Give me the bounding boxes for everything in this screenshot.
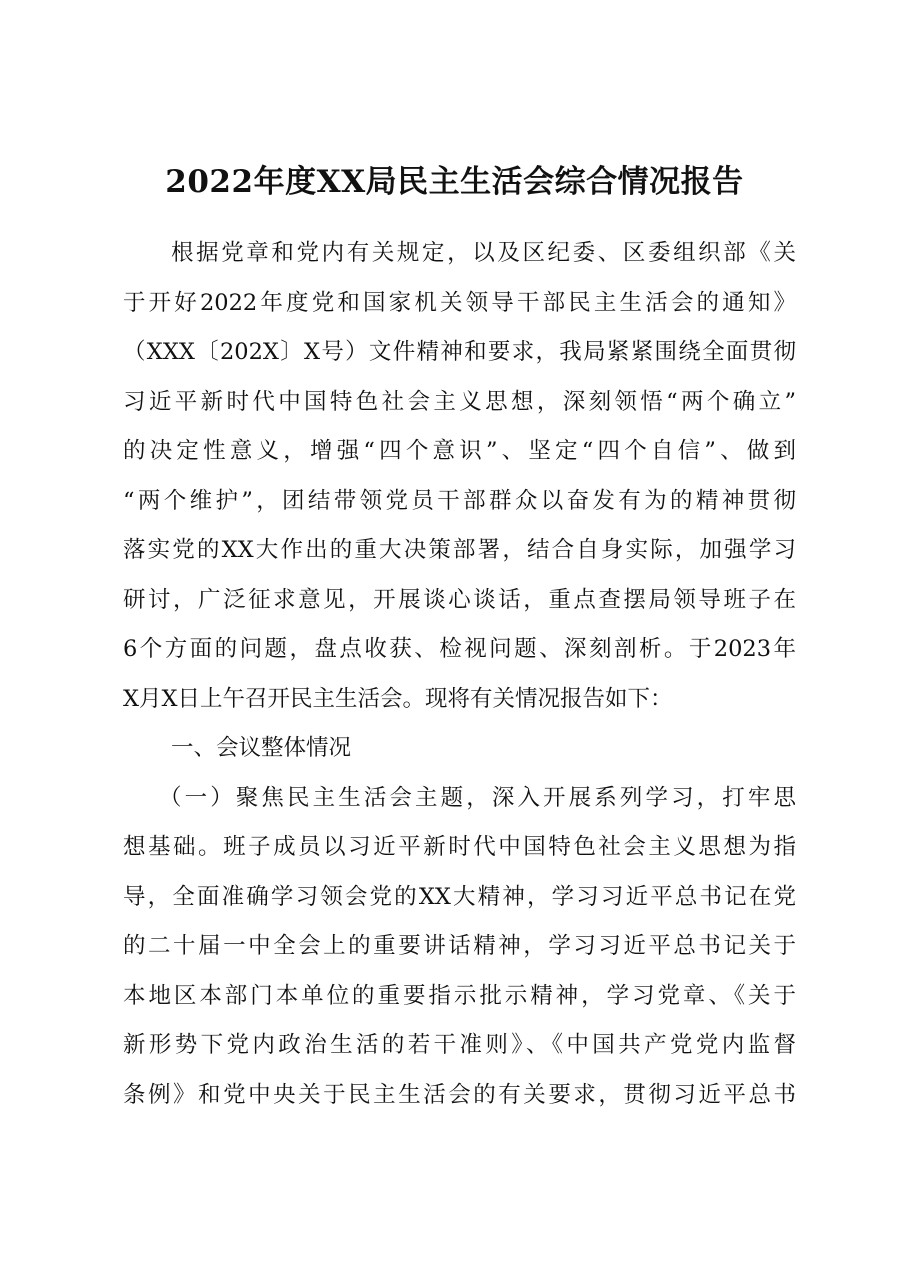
paragraph-1-line: “两个维护”，团结带领党员干部群众以奋发有为的精神贯彻 — [123, 487, 796, 514]
paragraph-2-line: 导，全面准确学习领会党的XX大精神，学习习近平总书记在党 — [123, 883, 796, 910]
paragraph-1-line: 6个方面的问题，盘点收获、检视问题、深刻剖析。于2023年 — [123, 636, 796, 662]
paragraph-1-line: 于开好2022年度党和国家机关领导干部民主生活会的通知》 — [123, 289, 796, 316]
paragraph-2-line: 条例》和党中央关于民主生活会的有关要求，贯彻习近平总书 — [123, 1081, 796, 1108]
document-title: 2022年度XX局民主生活会综合情况报告 — [165, 164, 744, 200]
paragraph-1-line: 习近平新时代中国特色社会主义思想，深刻领悟“两个确立” — [123, 388, 796, 415]
paragraph-2-line: 本地区本部门本单位的重要指示批示精神，学习党章、《关于 — [123, 982, 796, 1009]
paragraph-1-line: 的决定性意义，增强“四个意识”、坚定“四个自信”、做到 — [123, 438, 796, 464]
paragraph-1-line: 研讨，广泛征求意见，开展谈心谈话，重点查摆局领导班子在 — [123, 586, 796, 613]
paragraph-2-line: 新形势下党内政治生活的若干准则》、《中国共产党党内监督 — [123, 1032, 796, 1058]
paragraph-2-line: （一）聚焦民主生活会主题，深入开展系列学习，打牢思 — [159, 784, 796, 811]
paragraph-2-line: 想基础。班子成员以习近平新时代中国特色社会主义思想为指 — [123, 834, 796, 860]
section-heading: 一、会议整体情况 — [171, 735, 352, 761]
paragraph-1-line: 落实党的XX大作出的重大决策部署，结合自身实际，加强学习 — [123, 537, 796, 563]
document-body — [123, 229, 796, 1120]
paragraph-1-line: 根据党章和党内有关规定，以及区纪委、区委组织部《关 — [171, 240, 796, 266]
paragraph-1-line: （XXX〔202X〕X号）文件精神和要求，我局紧紧围绕全面贯彻 — [123, 339, 796, 365]
paragraph-2-line: 的二十届一中全会上的重要讲话精神，学习习近平总书记关于 — [123, 933, 796, 959]
paragraph-1-line: X月X日上午召开民主生活会。现将有关情况报告如下： — [123, 685, 673, 712]
